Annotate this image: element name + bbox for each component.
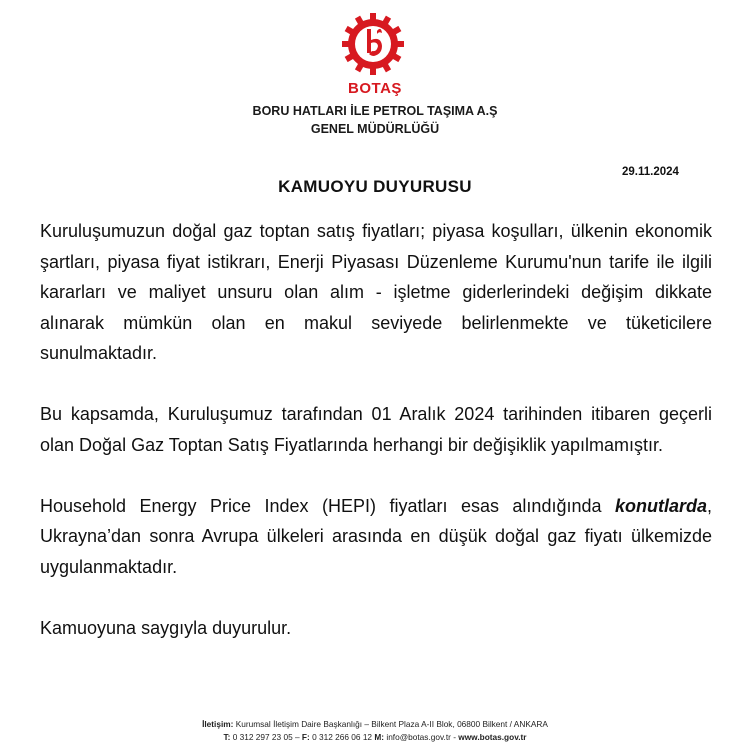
announcement-title: KAMUOYU DUYURUSU <box>278 177 472 196</box>
announcement-date: 29.11.2024 <box>622 166 679 178</box>
company-name <box>0 102 750 138</box>
hepi-text-end: , Ukrayna’dan sonra Avrupa ülkeleri arasında en düşük doğal gaz fiyatı ülkemizde uygulanmaktadır. <box>40 495 712 577</box>
mail-label: M: <box>374 731 385 742</box>
paragraph-closing: Kamuoyuna saygıyla duyurulur. <box>40 617 292 638</box>
footer-phone-line <box>0 731 750 744</box>
brand-name: BOTAŞ <box>348 80 402 97</box>
website-link[interactable]: www.botas.gov.tr <box>458 731 527 742</box>
email-address: info@botas.gov.tr - <box>384 731 459 742</box>
phone-label: T: <box>223 731 231 742</box>
company-line-2: GENEL MÜDÜRLÜĞÜ <box>310 122 440 136</box>
footer-contact <box>0 718 750 743</box>
phone-number: 0 312 297 23 05 – <box>230 731 302 742</box>
hepi-text-start: Household Energy Price Index (HEPI) fiyatları esas alındığında <box>40 495 615 516</box>
fax-number: 0 312 266 06 12 <box>309 731 375 742</box>
company-line-1: BORU HATLARI İLE PETROL TAŞIMA A.Ş <box>252 104 498 118</box>
botas-logo-icon <box>341 12 405 76</box>
paragraph-pricing-policy: Kuruluşumuzun doğal gaz toptan satış fiyatları; piyasa koşulları, ülkenin ekonomik şartları, piyasa fiyat istikrarı, Enerji Piyasası Düzenleme Kurumu'nun tarife ile ilgili kararları ve maliyet unsuru olan alım - işletme giderlerindeki değişim dikkate alınarak mümkün olan en makul seviyede belirlenmekte ve tüketicilere sunulmaktadır. <box>40 221 712 363</box>
fax-label: F: <box>301 731 310 742</box>
paragraph-no-change: Bu kapsamda, Kuruluşumuz tarafından 01 Aralık 2024 tarihinden itibaren geçerli olan Doğal Gaz Toptan Satış Fiyatlarında herhangi bir değişiklik yapılmamıştır. <box>40 404 712 455</box>
paragraph-hepi <box>40 491 712 583</box>
hepi-emphasis: konutlarda <box>614 495 707 516</box>
contact-address: Kurumsal İletişim Daire Başkanlığı – Bilkent Plaza A-II Blok, 06800 Bilkent / ANKARA <box>233 719 548 729</box>
announcement-body <box>40 216 712 674</box>
footer-address-line <box>0 718 750 731</box>
contact-label: İletişim: <box>202 719 234 729</box>
